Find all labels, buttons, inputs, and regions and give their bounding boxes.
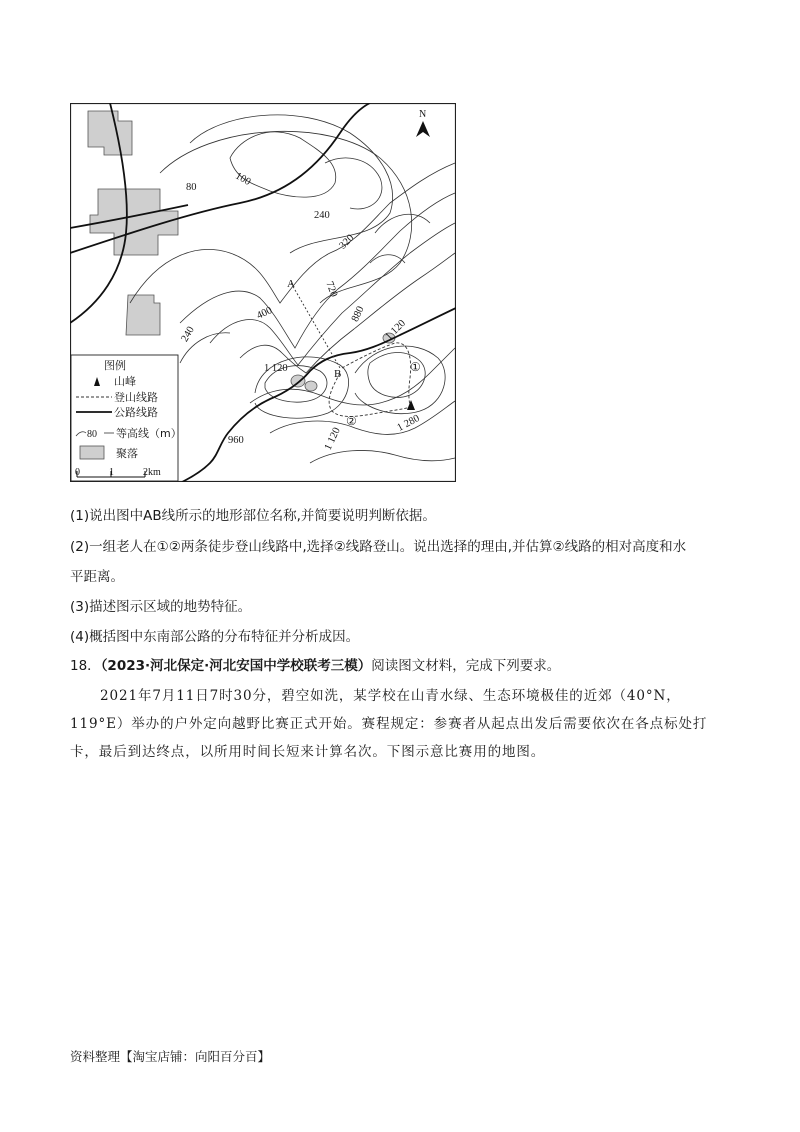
map-legend <box>71 355 182 481</box>
contour-label: 1 120 <box>322 425 343 453</box>
lake-1 <box>291 375 305 387</box>
footer-credit: 资料整理【淘宝店铺：向阳百分百】 <box>70 1049 271 1064</box>
question-18-header <box>70 656 560 676</box>
contour-label: 400 <box>255 305 274 322</box>
legend-contour-sample: 80 <box>87 429 97 440</box>
legend-contour: 等高线（m） <box>116 427 182 440</box>
contour-label: 320 <box>337 232 357 252</box>
point-a-label: A <box>287 278 295 290</box>
question-18-instruction: 阅读图文材料，完成下列要求。 <box>371 658 561 674</box>
scale-0: 0 <box>75 467 80 478</box>
village-swatch <box>80 446 104 459</box>
contour-label: 1 280 <box>395 413 422 434</box>
route-2-label: ② <box>346 414 357 428</box>
question-18-number: 18． <box>70 658 101 674</box>
question-4: (4)概括图中东南部公路的分布特征并分析成因。 <box>70 629 360 645</box>
question-18-source: （2023·河北保定·河北安国中学校联考三模） <box>100 658 372 674</box>
question-2-line-1: (2)一组老人在①②两条徒步登山线路中,选择②线路登山。说出选择的理由,并估算②线路的相对高度和水 <box>70 539 687 555</box>
legend-trail: 登山线路 <box>114 391 158 404</box>
legend-road: 公路线路 <box>114 406 158 419</box>
route-1-label: ① <box>410 360 421 374</box>
lake-2 <box>305 381 317 391</box>
contour-label: 720 <box>323 279 340 299</box>
question-3: (3)描述图示区域的地势特征。 <box>70 599 252 615</box>
contour-label: 960 <box>228 435 244 446</box>
topographic-map <box>70 103 456 482</box>
north-label: N <box>419 109 427 120</box>
contour-label: 1 120 <box>383 317 408 343</box>
question-18-paragraph: 2021年7月11日7时30分，碧空如洗，某学校在山青水绿、生态环境极佳的近郊（40°N，119°E）举办的户外定向越野比赛正式开始。赛程规定：参赛者从起点出发后需要依次在各点标处打卡，最后到达终点，以所用时间长短来计算名次。下图示意比赛用的地图。 <box>70 688 708 760</box>
contour-label: 80 <box>186 182 197 193</box>
question-1: (1)说出图中AB线所示的地形部位名称,并简要说明判断依据。 <box>70 508 436 524</box>
contour-label: 100 <box>233 170 253 188</box>
contour-label: 880 <box>349 304 367 324</box>
point-b-label: B <box>334 368 342 380</box>
question-2-line-2: 平距离。 <box>70 569 124 585</box>
contour-label: 240 <box>179 324 197 344</box>
legend-peak: 山峰 <box>114 375 136 388</box>
scale-1: 1 <box>109 467 114 478</box>
legend-title: 图例 <box>104 359 126 372</box>
legend-village: 聚落 <box>116 447 138 460</box>
scale-2: 2km <box>143 467 161 478</box>
contour-label: 240 <box>314 210 330 221</box>
contour-label: 1 120 <box>264 363 288 374</box>
